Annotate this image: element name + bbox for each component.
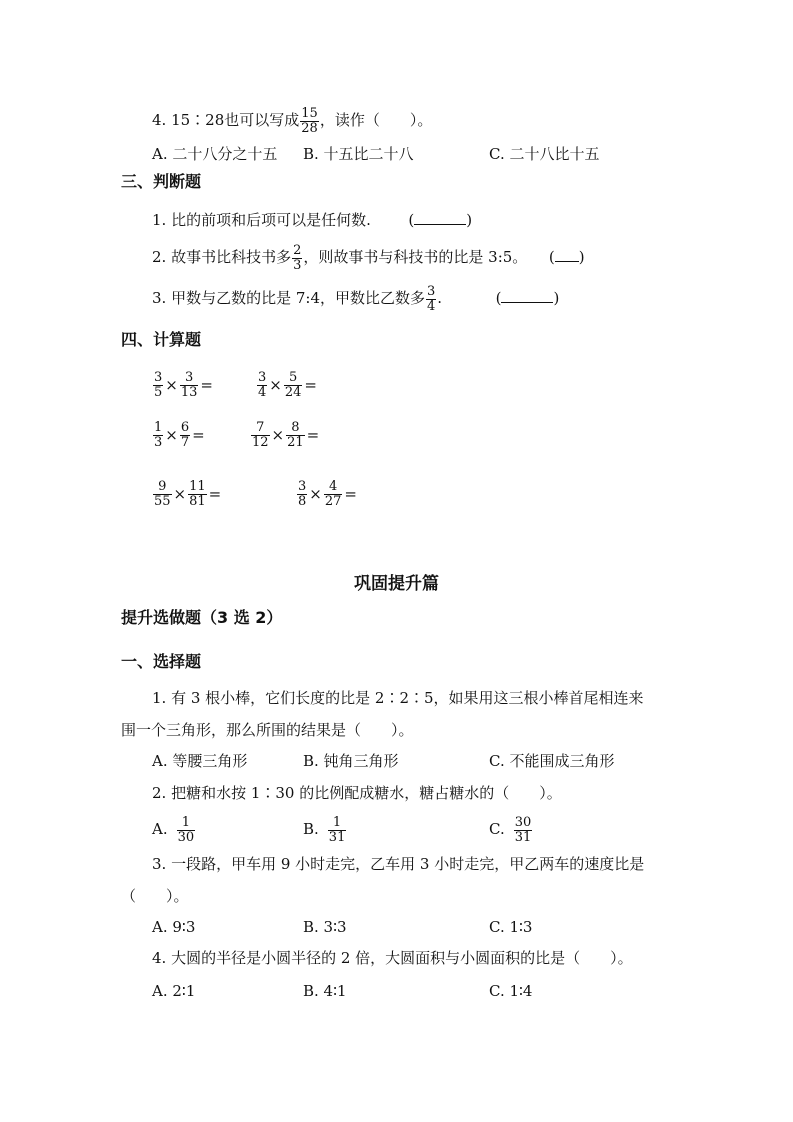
- calc-problem-5[interactable]: $\frac{9}{55}$ × $\frac{11}{81}$ =: [154, 478, 222, 509]
- calc-problem-1[interactable]: $\frac{3}{5}$ × $\frac{3}{13}$ =: [154, 369, 213, 400]
- p2-q3-option-a[interactable]: A. 9∶3: [152, 918, 196, 936]
- part2-subtitle: 提升选做题（3 选 2）: [121, 608, 283, 627]
- p2-q2-option-b[interactable]: B. $\frac{1}{31}$: [303, 814, 346, 845]
- p2-q2-text: 2. 把糖和水按 1∶30 的比例配成糖水，糖占糖水的（ ）。: [152, 784, 562, 802]
- judge-item-3: 3. 甲数与乙数的比是 7:4，甲数比乙数多 $\frac{3}{4}$ . ( ): [152, 283, 560, 314]
- p2-q1-line1: 1. 有 3 根小棒，它们长度的比是 2∶2∶5，如果用这三根小棒首尾相连来: [152, 689, 644, 707]
- judge-item-1: [152, 210, 472, 230]
- p2-q2-option-a[interactable]: A. $\frac{1}{30}$: [152, 814, 195, 845]
- mc-q4-option-c[interactable]: C. 二十八比十五: [489, 145, 600, 163]
- p2-q4-text: 4. 大圆的半径是小圆半径的 2 倍，大圆面积与小圆面积的比是（ ）。: [152, 949, 633, 967]
- calc-problem-4[interactable]: $\frac{7}{12}$ × $\frac{8}{21}$ =: [252, 419, 320, 450]
- mc-q4-option-b[interactable]: B. 十五比二十八: [303, 145, 414, 163]
- p2-q3-option-b[interactable]: B. 3∶3: [303, 918, 347, 936]
- judge-item-1-text: 1. 比的前项和后项可以是任何数.: [152, 211, 371, 229]
- p2-q1-option-a[interactable]: A. 等腰三角形: [152, 752, 248, 770]
- judge-item-2-fraction: $\frac{2}{3}$: [293, 242, 302, 273]
- part2-title: 巩固提升篇: [354, 574, 439, 594]
- calc-problem-3[interactable]: $\frac{1}{3}$ × $\frac{6}{7}$ =: [154, 419, 205, 450]
- calc-section-title: 四、计算题: [121, 330, 202, 349]
- mc-q4-suffix: ，读作（ ）。: [319, 111, 433, 129]
- mc-q4-option-a[interactable]: A. 二十八分之十五: [152, 145, 278, 163]
- judge-item-1-answer[interactable]: ( ): [408, 211, 473, 229]
- mc-q4: [152, 106, 432, 134]
- calc-problem-2[interactable]: $\frac{3}{4}$ × $\frac{5}{24}$ =: [258, 369, 317, 400]
- p2-q3-option-c[interactable]: C. 1∶3: [489, 918, 533, 936]
- judge-item-2: 2. 故事书比科技书多 $\frac{2}{3}$ ，则故事书与科技书的比是 3:5。 ( ): [152, 242, 585, 273]
- judge-section-title: 三、判断题: [121, 172, 202, 191]
- mc-q4-fraction: $\frac{15}{28}$: [301, 105, 318, 136]
- part2-section-title: 一、选择题: [121, 652, 202, 671]
- p2-q4-option-b[interactable]: B. 4∶1: [303, 982, 347, 1000]
- judge-item-2-answer[interactable]: ( ): [548, 248, 585, 266]
- p2-q4-option-a[interactable]: A. 2∶1: [152, 982, 196, 1000]
- mc-q4-prefix: 4. 15∶28也可以写成: [152, 111, 300, 129]
- p2-q1-option-c[interactable]: C. 不能围成三角形: [489, 752, 615, 770]
- p2-q1-line2: 围一个三角形，那么所围的结果是（ ）。: [121, 721, 414, 739]
- p2-q3-line1: 3. 一段路，甲车用 9 小时走完，乙车用 3 小时走完，甲乙两车的速度比是: [152, 855, 645, 873]
- p2-q1-option-b[interactable]: B. 钝角三角形: [303, 752, 399, 770]
- judge-item-3-answer[interactable]: ( ): [495, 289, 560, 307]
- p2-q4-option-c[interactable]: C. 1∶4: [489, 982, 533, 1000]
- judge-item-3-fraction: $\frac{3}{4}$: [427, 283, 436, 314]
- p2-q3-line2: （ ）。: [121, 887, 189, 905]
- calc-problem-6[interactable]: $\frac{3}{8}$ × $\frac{4}{27}$ =: [298, 478, 357, 509]
- p2-q2-option-c[interactable]: C. $\frac{30}{31}$: [489, 814, 532, 845]
